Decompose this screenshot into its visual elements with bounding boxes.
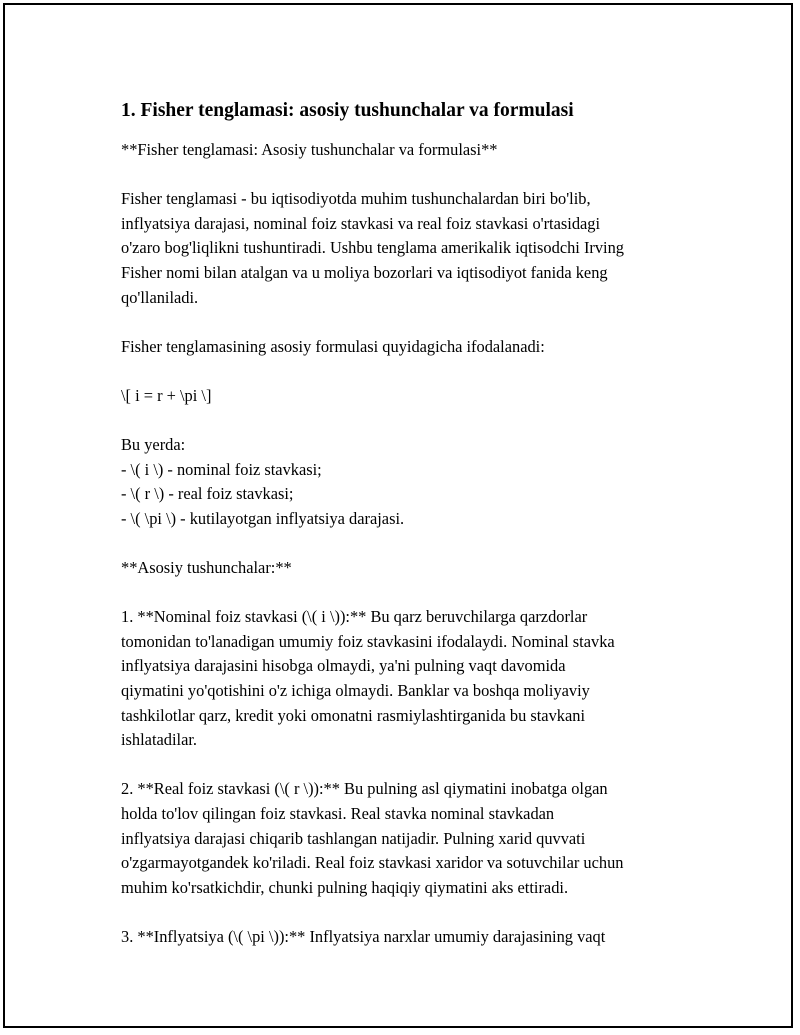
text-line: inflyatsiya darajasi, nominal foiz stavkasi va real foiz stavkasi o'rtasidagi xyxy=(121,213,601,233)
text-line: o'zgarmayotgandek ko'riladi. Real foiz stavkasi xaridor va sotuvchilar uchun xyxy=(121,853,624,873)
text-line: inflyatsiya darajasini hisobga olmaydi, ya'ni pulning vaqt davomida xyxy=(121,656,566,676)
text-line: muhim ko'rsatkichdir, chunki pulning haqiqiy qiymatini aks ettiradi. xyxy=(121,877,569,897)
text-line: Bu yerda: xyxy=(121,435,186,455)
intro-paragraph xyxy=(121,187,701,310)
document-title: 1. Fisher tenglamasi: asosiy tushunchalar va formulasi xyxy=(121,100,574,121)
text-line: 3. **Inflyatsiya (\( \pi \)):** Inflyatsiya narxlar umumiy darajasining vaqt xyxy=(121,927,606,946)
list-item: - \( r \) - real foiz stavkasi; xyxy=(121,484,294,504)
text-line: qo'llaniladi. xyxy=(121,287,199,307)
concept-item-inflation xyxy=(121,925,701,950)
subtitle: **Fisher tenglamasi: Asosiy tushunchalar va formulasi** xyxy=(121,140,498,159)
text-line: 1. **Nominal foiz stavkasi (\( i \)):** Bu qarz beruvchilarga qarzdorlar xyxy=(121,607,588,627)
text-line: ishlatadilar. xyxy=(121,730,198,750)
document-page xyxy=(3,3,793,1028)
formula: \[ i = r + \pi \] xyxy=(121,385,212,405)
formula-intro: Fisher tenglamasining asosiy formulasi quyidagicha ifodalanadi: xyxy=(121,336,545,356)
list-item: - \( i \) - nominal foiz stavkasi; xyxy=(121,459,322,479)
text-line: Fisher tenglamasi - bu iqtisodiyotda muhim tushunchalardan biri bo'lib, xyxy=(121,189,591,209)
text-line: 2. **Real foiz stavkasi (\( r \)):** Bu pulning asl qiymatini inobatga olgan xyxy=(121,779,608,799)
text-line: holda to'lov qilingan foiz stavkasi. Real stavka nominal stavkadan xyxy=(121,804,555,824)
concepts-heading: **Asosiy tushunchalar:** xyxy=(121,558,292,578)
text-line: tashkilotlar qarz, kredit yoki omonatni rasmiylashtirganida bu stavkani xyxy=(121,705,585,725)
text-line: inflyatsiya darajasi chiqarib tashlangan natijadir. Pulning xarid quvvati xyxy=(121,828,586,848)
concept-item-real xyxy=(121,777,701,900)
document-content xyxy=(121,98,701,950)
where-list xyxy=(121,433,701,531)
text-line: Fisher nomi bilan atalgan va u moliya bozorlari va iqtisodiyot fanida keng xyxy=(121,262,608,282)
text-line: tomonidan to'lanadigan umumiy foiz stavkasini ifodalaydi. Nominal stavka xyxy=(121,631,615,651)
text-line: o'zaro bog'liqlikni tushuntiradi. Ushbu tenglama amerikalik iqtisodchi Irving xyxy=(121,238,624,258)
list-item: - \( \pi \) - kutilayotgan inflyatsiya darajasi. xyxy=(121,508,405,528)
concept-item-nominal xyxy=(121,605,701,753)
text-line: qiymatini yo'qotishini o'z ichiga olmaydi. Banklar va boshqa moliyaviy xyxy=(121,681,590,701)
